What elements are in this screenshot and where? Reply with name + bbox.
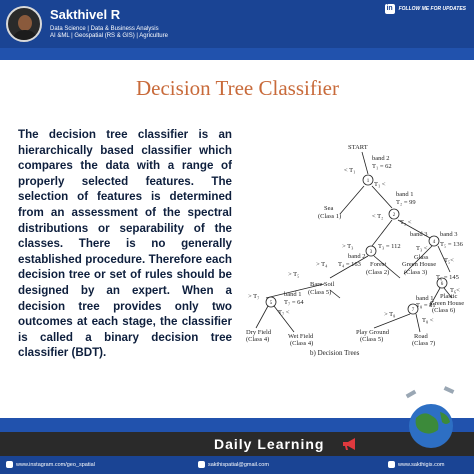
body-text: The decision tree classifier is an hierarchically based classifier which compares the data with a range of properly selected features. The selection of features is determined from an assessment of the spectral distributions or separability of the classes. There is no generally established procedure. Therefore each decision tree or set of rules should be designed by an expert. When a decision tree provides only two outcomes at each stage, the classifier is called a binary decision tree classifier (BDT).	[18, 128, 232, 360]
avatar-face	[18, 15, 32, 31]
node-1-label: 1	[366, 179, 370, 184]
label-class5: (Class 5)	[308, 289, 332, 296]
label-class1: (Class 1)	[318, 213, 342, 220]
label-plastic: Plastic	[440, 293, 458, 300]
decision-tree-figure	[244, 138, 466, 358]
node-5-label: 5	[269, 301, 273, 306]
node-3-label: 3	[369, 250, 373, 255]
footer-website[interactable]	[388, 461, 444, 468]
label-gt-t8: > T₈	[384, 311, 396, 318]
label-gt-t7: > T₇	[248, 293, 260, 300]
figure-caption: b) Decision Trees	[310, 349, 360, 357]
megaphone-icon	[342, 437, 358, 451]
label-band2-b: band 2	[348, 253, 366, 260]
label-wet-field: Wet Field	[288, 333, 314, 340]
label-band3-a: band 3	[410, 231, 428, 238]
label-band1-c: band 1	[416, 295, 434, 302]
node-6-label: 6	[440, 282, 444, 287]
node-4-label: 4	[432, 240, 436, 245]
label-lt-t2: < T₂	[372, 213, 384, 220]
label-t5-lt: T₅<	[444, 257, 454, 264]
label-band3-b: band 3	[440, 231, 458, 238]
footer-website-text: www.sakthigis.com	[398, 461, 445, 468]
label-gt-t3: > T₃	[342, 243, 354, 250]
label-t8-lt: T₈ <	[422, 317, 434, 324]
node-2-label: 2	[392, 213, 396, 218]
globe-icon	[396, 384, 466, 454]
footer-instagram-text: www.instagram.com/geo_spatial	[16, 461, 95, 468]
label-glass: Glass	[414, 254, 429, 261]
follow-badge[interactable]	[385, 4, 466, 14]
label-dry-field: Dry Field	[246, 329, 272, 336]
label-t8: T₈ = 81	[416, 302, 436, 309]
label-class5b: (Class 5)	[360, 336, 384, 343]
label-sea: Sea	[324, 205, 334, 212]
footer-email[interactable]	[198, 461, 269, 468]
label-t3-lt: T₃ <	[416, 245, 428, 252]
label-class4b: (Class 4)	[290, 340, 314, 347]
label-band2-top: band 2	[372, 155, 390, 162]
start-label: START	[348, 144, 368, 151]
globe-link-icon	[388, 461, 395, 468]
label-gt-t5: > T₅	[288, 271, 300, 278]
footer-email-text: sakthispatial@gmail.com	[208, 461, 269, 468]
label-t6-lt: T₆<	[450, 287, 460, 294]
label-t3: T₃ = 112	[378, 243, 401, 250]
label-class3: (Class 3)	[404, 269, 428, 276]
label-t4: T₄ = 163	[338, 261, 361, 268]
label-play-ground: Play Ground	[356, 329, 390, 336]
node-7-label: 7	[411, 308, 415, 313]
label-t2: T₂ = 99	[396, 199, 416, 206]
label-plastic-gh: Green House	[430, 300, 465, 307]
label-t7: T₇ = 64	[284, 299, 304, 306]
label-t5: T₅ = 136	[440, 241, 463, 248]
footer-instagram[interactable]	[6, 461, 95, 468]
avatar	[6, 6, 42, 42]
daily-learning-label: Daily Learning	[214, 436, 325, 452]
label-green-house: Green House	[402, 261, 437, 268]
label-t2-lt: T₂ <	[400, 219, 412, 226]
label-t1: T₁ = 62	[372, 163, 392, 170]
label-lt-t1: < T₁	[344, 167, 356, 174]
label-band1-b: band 1	[284, 291, 302, 298]
label-class4: (Class 4)	[246, 336, 270, 343]
decision-tree-diagram	[244, 138, 466, 358]
label-class6: (Class 6)	[432, 307, 456, 314]
instagram-icon	[6, 461, 13, 468]
label-t6: T₆ = 145	[436, 274, 459, 281]
label-band1-a: band 1	[396, 191, 414, 198]
author-tagline-2: AI &ML | Geospatial (RS & GIS) | Agriculture	[50, 33, 168, 39]
email-icon	[198, 461, 205, 468]
label-gt-t4: > T₄	[316, 261, 328, 268]
label-class2: (Class 2)	[366, 269, 390, 276]
label-bare-soil: Bare Soil	[310, 281, 335, 288]
label-road: Road	[414, 333, 428, 340]
author-tagline-1: Data Science | Data & Business Analysis	[50, 26, 159, 32]
label-t7-lt: T₇ <	[278, 309, 290, 316]
label-t1-lt: T₁ <	[374, 181, 386, 188]
label-forest: Forest	[370, 261, 387, 268]
author-name: Sakthivel R	[50, 7, 121, 22]
follow-text: FOLLOW ME FOR UPDATES	[398, 6, 466, 12]
linkedin-icon: in	[386, 5, 393, 12]
label-class7: (Class 7)	[412, 340, 436, 347]
page-title: Decision Tree Classifier	[136, 76, 339, 100]
